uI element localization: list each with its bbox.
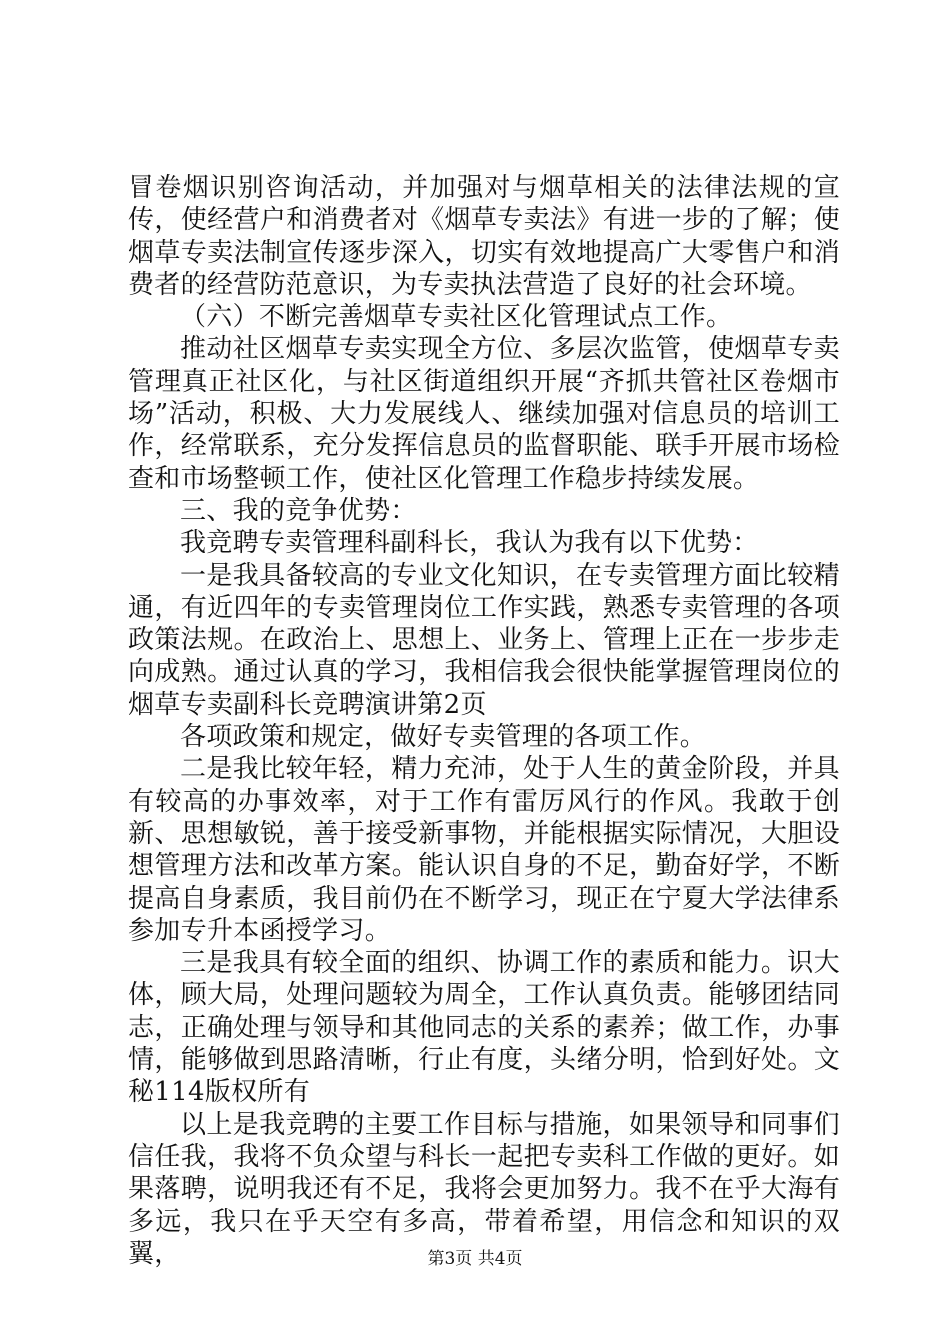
page-number: 第3页 共4页 — [427, 1249, 523, 1269]
paragraph-3: 推动社区烟草专卖实现全方位、多层次监管，使烟草专卖管理真正社区化，与社区街道组织开展“齐抓共管社区卷烟市场”活动，积极、大力发展线人、继续加强对信息员的培训工作，经常联系，充分发挥信息员的监督职能、联手开展市场检查和市场整顿工作，使社区化管理工作稳步持续发展。 — [128, 334, 840, 494]
paragraph-4: 三、我的竞争优势： — [180, 495, 417, 526]
paragraph-7: 各项政策和规定，做好专卖管理的各项工作。 — [180, 722, 707, 753]
paragraph-6: 一是我具备较高的专业文化知识，在专卖管理方面比较精通，有近四年的专卖管理岗位工作实践，熟悉专卖管理的各项政策法规。在政治上、思想上、业务上、管理上正在一步步走向成熟。通过认真的学习，我相信我会很快能掌握管理岗位的烟草专卖副科长竞聘演讲第2页 — [128, 560, 840, 720]
paragraph-10: 以上是我竞聘的主要工作目标与措施，如果领导和同事们信任我，我将不负众望与科长一起把专卖科工作做的更好。如果落聘，说明我还有不足，我将会更加努力。我不在乎大海有多远，我只在乎天空有多高，带着希望，用信念和知识的双翼， — [128, 1109, 840, 1269]
paragraph-2: （六）不断完善烟草专卖社区化管理试点工作。 — [180, 302, 733, 333]
paragraph-8: 二是我比较年轻，精力充沛，处于人生的黄金阶段，并具有较高的办事效率，对于工作有雷厉风行的作风。我敢于创新、思想敏锐，善于接受新事物，并能根据实际情况，大胆设想管理方法和改革方案。能认识自身的不足，勤奋好学，不断提高自身素质，我目前仍在不断学习，现正在宁夏大学法律系参加专升本函授学习。 — [128, 754, 840, 946]
document-body — [128, 172, 840, 1270]
page-footer — [0, 1244, 950, 1269]
paragraph-9: 三是我具有较全面的组织、协调工作的素质和能力。识大体，顾大局，处理问题较为周全，工作认真负责。能够团结同志，正确处理与领导和其他同志的关系的素养；做工作，办事情，能够做到思路清晰，行止有度，头绪分明，恰到好处。文秘114版权所有 — [128, 948, 840, 1108]
paragraph-5: 我竞聘专卖管理科副科长，我认为我有以下优势： — [180, 528, 759, 559]
paragraph-1: 冒卷烟识别咨询活动，并加强对与烟草相关的法律法规的宣传，使经营户和消费者对《烟草专卖法》有进一步的了解；使烟草专卖法制宣传逐步深入，切实有效地提高广大零售户和消费者的经营防范意识，为专卖执法营造了良好的社会环境。 — [128, 173, 840, 300]
